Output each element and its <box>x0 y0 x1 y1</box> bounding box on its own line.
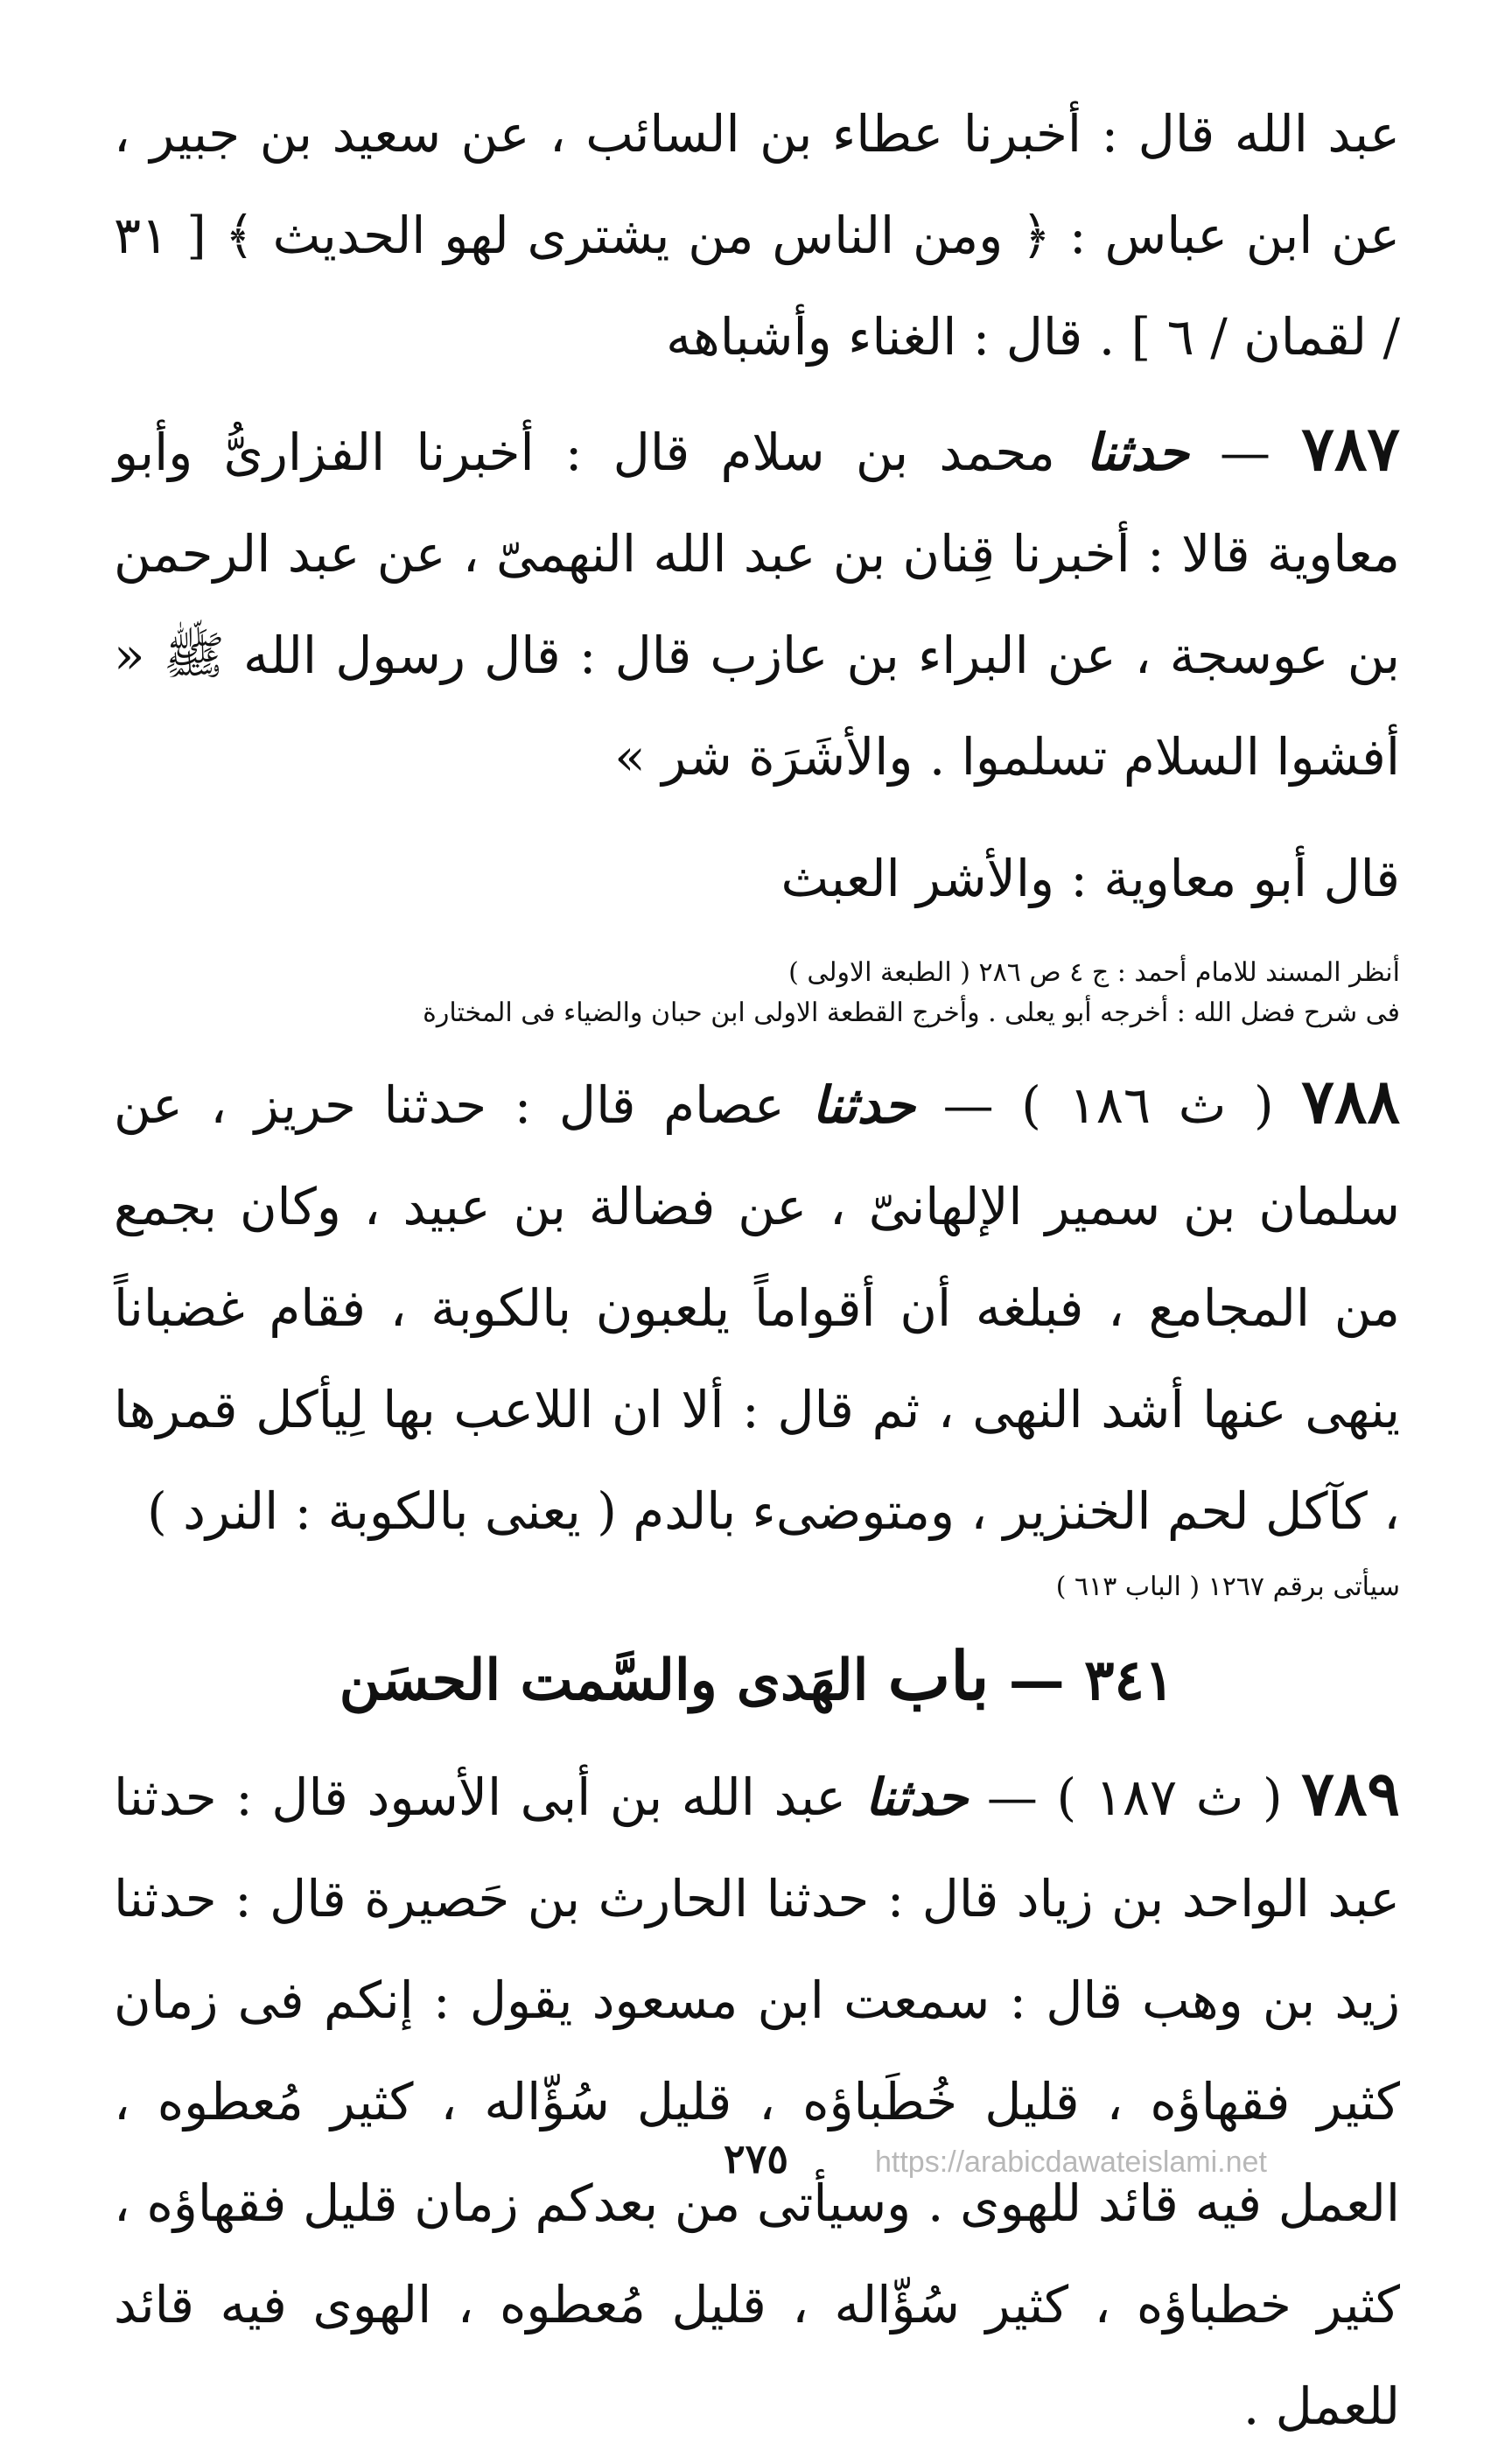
hadith-789-ref: ( ث ١٨٧ ) <box>1056 1768 1283 1827</box>
chapter-dash: — <box>1008 1648 1065 1713</box>
hadith-789-dash: — <box>986 1768 1038 1827</box>
intro-text: عبد الله قال : أخبرنا عطاء بن السائب ، عن سعيد بن جبير ، عن ابن عباس : ﴿ ومن الناس من يشترى لهو الحديث ﴾ [ ٣١ / لقمان / ٦ ] . قال : الغناء وأشباهه <box>114 104 1400 367</box>
hadith-787-dash: — <box>1219 423 1270 482</box>
chapter-bab: باب <box>887 1637 990 1715</box>
hadith-789 <box>114 1743 1400 2457</box>
hadith-787-number: ٧٨٧ <box>1301 412 1401 485</box>
chapter-title: الهَدى والسَّمت الحسَن <box>339 1648 869 1713</box>
hadith-787-notes <box>114 953 1400 1033</box>
hadith-788-ref: ( ث ١٨٦ ) <box>1021 1075 1274 1135</box>
hadith-788-haddathana: حدثنا <box>812 1075 915 1135</box>
watermark-url: https://arabicdawateislami.net <box>875 2146 1267 2179</box>
page-number: ٢٧٥ <box>723 2135 789 2182</box>
hadith-788-dash: — <box>942 1075 994 1135</box>
page-body <box>114 83 1400 2457</box>
hadith-787-text: محمد بن سلام قال : أخبرنا الفزارىُّ وأبو معاوية قالا : أخبرنا قِنان بن عبد الله النهمىّ ، عن عبد الرحمن بن عوسجة ، عن البراء بن عازب قال : قال رسول الله ﷺ « أفشوا السلام تسلموا . والأشَرَة شر » <box>114 423 1400 787</box>
hadith-787-note-1: أنظر المسند للامام أحمد : ج ٤ ص ٢٨٦ ( الطبعة الاولى ) <box>788 957 1400 988</box>
chapter-number: ٣٤١ <box>1084 1648 1175 1713</box>
hadith-789-text: عبد الله بن أبى الأسود قال : حدثنا عبد الواحد بن زياد قال : حدثنا الحارث بن حَصيرة قال : حدثنا زيد بن وهب قال : سمعت ابن مسعود يقول : إنكم فى زمان كثير فقهاؤه ، قليل خُطَباؤه ، قليل سُؤّاله ، كثير مُعطوه ، العمل فيه قائد للهوى . وسيأتى من بعدكم زمان قليل فقهاؤه ، كثير خطباؤه ، كثير سُؤّاله ، قليل مُعطوه ، الهوى فيه قائد للعمل . <box>114 1768 1400 2436</box>
intro-paragraph <box>114 83 1400 388</box>
hadith-788 <box>114 1051 1400 1562</box>
hadith-787-haddathana: حدثنا <box>1086 423 1189 482</box>
hadith-789-haddathana: حدثنا <box>864 1768 969 1827</box>
hadith-788-text: عصام قال : حدثنا حريز ، عن سلمان بن سمير الإلهانىّ ، عن فضالة بن عبيد ، وكان بجمع من المجامع ، فبلغه أن أقواماً يلعبون بالكوبة ، فقام غضباناً ينهى عنها أشد النهى ، ثم قال : ألا ان اللاعب بها لِيأكل قمرها ، كآكل لحم الخنزير ، ومتوضىء بالدم ( يعنى بالكوبة : النرد ) <box>114 1075 1400 1541</box>
hadith-787-note-2: فى شرح فضل الله : أخرجه أبو يعلى . وأخرج القطعة الاولى ابن حبان والضياء فى المختارة <box>423 998 1400 1028</box>
hadith-788-number: ٧٨٨ <box>1301 1065 1401 1138</box>
hadith-788-note: سيأتى برقم ١٢٦٧ ( الباب ٦١٣ ) <box>1055 1572 1400 1602</box>
hadith-787 <box>114 398 1400 808</box>
hadith-789-number: ٧٨٩ <box>1301 1757 1401 1830</box>
chapter-heading <box>114 1628 1400 1729</box>
hadith-787-saying: قال أبو معاوية : والأشر العبث <box>780 849 1400 908</box>
